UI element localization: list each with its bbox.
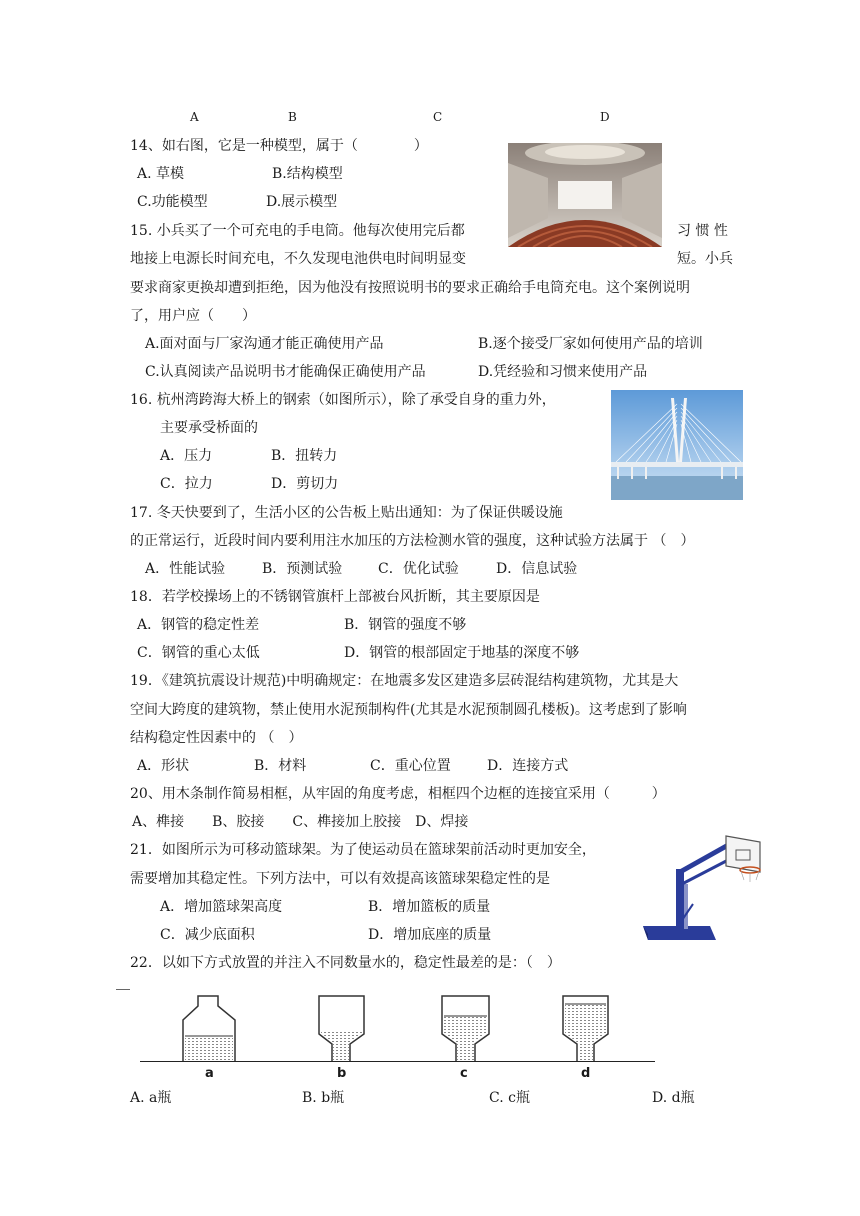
q14-option-d: D.展示模型 bbox=[266, 194, 338, 210]
q16-line2: 主要承受桥面的 bbox=[160, 420, 258, 436]
q20-options: A、榫接 B、胶接 C、榫接加上胶接 D、焊接 bbox=[132, 814, 469, 830]
q16-option-a: A．压力 bbox=[160, 448, 213, 464]
q18-line1: 18．若学校操场上的不锈钢管旗杆上部被台风折断，其主要原因是 bbox=[130, 589, 540, 605]
q19-option-a: A．形状 bbox=[137, 758, 190, 774]
q19-line3: 结构稳定性因素中的 （ ） bbox=[130, 730, 303, 746]
q18-option-d: D．钢管的根部固定于地基的深度不够 bbox=[344, 645, 580, 661]
q14-stem: 14、如右图，它是一种模型，属于（ ） bbox=[130, 138, 428, 154]
option-label-b: B bbox=[288, 110, 297, 124]
bottle-label-b: b bbox=[337, 1066, 347, 1081]
q21-option-b: B．增加篮板的质量 bbox=[368, 899, 491, 915]
basketball-stand-image bbox=[638, 834, 766, 946]
q16-option-c: C．拉力 bbox=[160, 476, 213, 492]
q15-option-a: A.面对面与厂家沟通才能正确使用产品 bbox=[145, 336, 384, 352]
q22-option-d: D. d瓶 bbox=[652, 1090, 695, 1106]
margin-dash bbox=[116, 989, 130, 990]
q17-line1: 17. 冬天快要到了，生活小区的公告板上贴出通知：为了保证供暖设施 bbox=[130, 505, 563, 521]
bottles-figure bbox=[140, 992, 660, 1062]
q19-option-b: B．材料 bbox=[254, 758, 307, 774]
q17-option-a: A．性能试验 bbox=[145, 561, 226, 577]
auditorium-model-image bbox=[508, 143, 662, 247]
q16-option-d: D．剪切力 bbox=[271, 476, 339, 492]
q21-option-a: A．增加篮球架高度 bbox=[160, 899, 283, 915]
q18-option-c: C．钢管的重心太低 bbox=[137, 645, 260, 661]
q21-option-d: D．增加底座的质量 bbox=[368, 927, 492, 943]
q19-line1: 19．《建筑抗震设计规范)中明确规定：在地震多发区建造多层砖混结构建筑物，尤其是大 bbox=[130, 673, 679, 689]
q18-option-a: A．钢管的稳定性差 bbox=[137, 617, 260, 633]
q22-option-a: A. a瓶 bbox=[130, 1090, 172, 1106]
q17-line2: 的正常运行，近段时间内要利用注水加压的方法检测水管的强度，这种试验方法属于 （ ） bbox=[130, 533, 695, 549]
q22-option-b: B. b瓶 bbox=[302, 1090, 345, 1106]
q17-option-c: C．优化试验 bbox=[378, 561, 459, 577]
q14-option-c: C.功能模型 bbox=[137, 194, 208, 210]
q19-line2: 空间大跨度的建筑物，禁止使用水泥预制构件(尤其是水泥预制圆孔楼板)。这考虑到了影响 bbox=[130, 702, 687, 718]
q15-option-c: C.认真阅读产品说明书才能确保正确使用产品 bbox=[145, 364, 426, 380]
option-label-d: D bbox=[600, 110, 610, 124]
q16-option-b: B．扭转力 bbox=[271, 448, 338, 464]
bottle-label-a: a bbox=[205, 1066, 214, 1081]
q17-option-b: B．预测试验 bbox=[262, 561, 343, 577]
q14-option-a: A. 草模 bbox=[137, 166, 185, 182]
q15-option-d: D.凭经验和习惯来使用产品 bbox=[478, 364, 648, 380]
q15-line4: 了，用户应（ ） bbox=[130, 308, 256, 324]
q16-line1: 16. 杭州湾跨海大桥上的钢索（如图所示），除了承受自身的重力外， bbox=[130, 392, 556, 408]
q21-option-c: C．减少底面积 bbox=[160, 927, 255, 943]
q15-line2: 地接上电源长时间充电，不久发现电池供电时间明显变 bbox=[130, 251, 466, 267]
q22-option-c: C. c瓶 bbox=[489, 1090, 530, 1106]
bottle-label-d: d bbox=[581, 1066, 591, 1081]
q15-line1: 15. 小兵买了一个可充电的手电筒。他每次使用完后都 bbox=[130, 223, 465, 239]
q15-line1-end: 习 惯 性 bbox=[677, 223, 728, 239]
q21-line2: 需要增加其稳定性。下列方法中，可以有效提高该篮球架稳定性的是 bbox=[130, 871, 550, 887]
q20-line1: 20、用木条制作简易相框，从牢固的角度考虑，相框四个边框的连接宜采用（ ） bbox=[130, 786, 666, 802]
q19-option-c: C．重心位置 bbox=[370, 758, 451, 774]
q15-option-b: B.逐个接受厂家如何使用产品的培训 bbox=[478, 336, 703, 352]
q19-option-d: D．连接方式 bbox=[487, 758, 569, 774]
q22-line1: 22．以如下方式放置的并注入不同数量水的，稳定性最差的是：（ ） bbox=[130, 955, 561, 971]
option-label-c: C bbox=[433, 110, 443, 124]
cable-stayed-bridge-image bbox=[611, 390, 743, 500]
q18-option-b: B．钢管的强度不够 bbox=[344, 617, 467, 633]
q17-option-d: D．信息试验 bbox=[496, 561, 578, 577]
q15-line2-end: 短。小兵 bbox=[677, 251, 733, 267]
option-label-a: A bbox=[190, 110, 199, 124]
q15-line3: 要求商家更换却遭到拒绝，因为他没有按照说明书的要求正确给手电筒充电。这个案例说明 bbox=[130, 280, 690, 296]
q14-option-b: B.结构模型 bbox=[272, 166, 343, 182]
q21-line1: 21．如图所示为可移动篮球架。为了使运动员在篮球架前活动时更加安全， bbox=[130, 842, 596, 858]
bottle-label-c: c bbox=[460, 1066, 468, 1081]
